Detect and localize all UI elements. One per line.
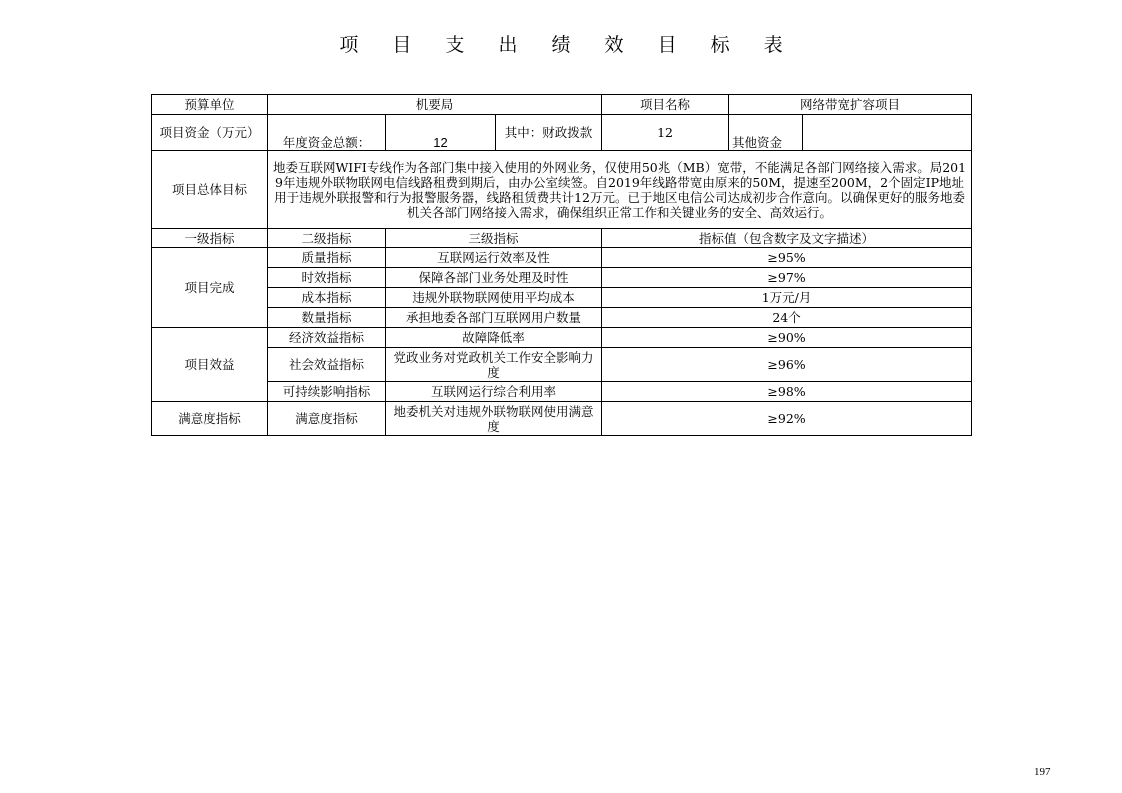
value-cell: 1万元/月 [602,288,972,308]
level3-cell: 保障各部门业务处理及时性 [386,268,602,288]
level3-header: 三级指标 [386,229,602,248]
value-cell: 24个 [602,308,972,328]
value-cell: ≥96% [602,348,972,382]
table-row [152,248,972,268]
level3-cell: 党政业务对党政机关工作安全影响力度 [386,348,602,382]
level3-cell: 地委机关对违规外联物联网使用满意度 [386,402,602,436]
level3-cell: 故障降低率 [386,328,602,348]
value-cell: ≥97% [602,268,972,288]
level3-cell: 互联网运行效率及性 [386,248,602,268]
annual-total-value: 12 [386,115,496,151]
value-cell: ≥92% [602,402,972,436]
fiscal-value: 12 [602,115,729,151]
other-funds-value [803,115,972,151]
level1-header: 一级指标 [152,229,268,248]
budget-unit-label: 预算单位 [152,95,268,115]
project-name-value: 网络带宽扩容项目 [729,95,972,115]
page-number: 197 [1034,766,1051,778]
level2-header: 二级指标 [268,229,386,248]
value-cell: ≥98% [602,382,972,402]
level2-cell: 成本指标 [268,288,386,308]
value-cell: ≥95% [602,248,972,268]
level2-cell: 社会效益指标 [268,348,386,382]
other-funds-label: 其他资金 [729,115,803,151]
level3-cell: 互联网运行综合利用率 [386,382,602,402]
level1-cell: 项目完成 [152,248,268,328]
funds-label: 项目资金（万元） [152,115,268,151]
table-row [152,328,972,348]
fiscal-label: 其中：财政拨款 [496,115,602,151]
project-name-label: 项目名称 [602,95,729,115]
overall-goal-text: 地委互联网WIFI专线作为各部门集中接入使用的外网业务，仅使用50兆（MB）宽带，不能满足各部门网络接入需求。局2019年违规外联物联网电信线路租费到期后，由办公室续签。自2019年线路带宽由原来的50M，提速至200M，2个固定IP地址用于违规外联报警和行为报警服务器，线路租赁费共计12万元。已于地区电信公司达成初步合作意向。以确保更好的服务地委机关各部门网络接入需求，确保组织正常工作和关键业务的安全、高效运行。 [268,151,972,229]
table-row [152,348,972,382]
overall-goal-label: 项目总体目标 [152,151,268,229]
performance-target-table [151,94,972,436]
level2-cell: 经济效益指标 [268,328,386,348]
table-row [152,402,972,436]
page-title: 项 目 支 出 绩 效 目 标 表 [339,34,797,56]
level3-cell: 违规外联物联网使用平均成本 [386,288,602,308]
table-row [152,288,972,308]
value-cell: ≥90% [602,328,972,348]
table-row [152,308,972,328]
level2-cell: 可持续影响指标 [268,382,386,402]
level2-cell: 时效指标 [268,268,386,288]
value-header: 指标值（包含数字及文字描述） [602,229,972,248]
budget-unit-value: 机要局 [268,95,602,115]
level1-cell: 项目效益 [152,328,268,402]
level2-cell: 满意度指标 [268,402,386,436]
table-row [152,382,972,402]
level2-cell: 质量指标 [268,248,386,268]
level2-cell: 数量指标 [268,308,386,328]
annual-total-label: 年度资金总额： [268,115,386,151]
level3-cell: 承担地委各部门互联网用户数量 [386,308,602,328]
table-row [152,268,972,288]
level1-cell: 满意度指标 [152,402,268,436]
